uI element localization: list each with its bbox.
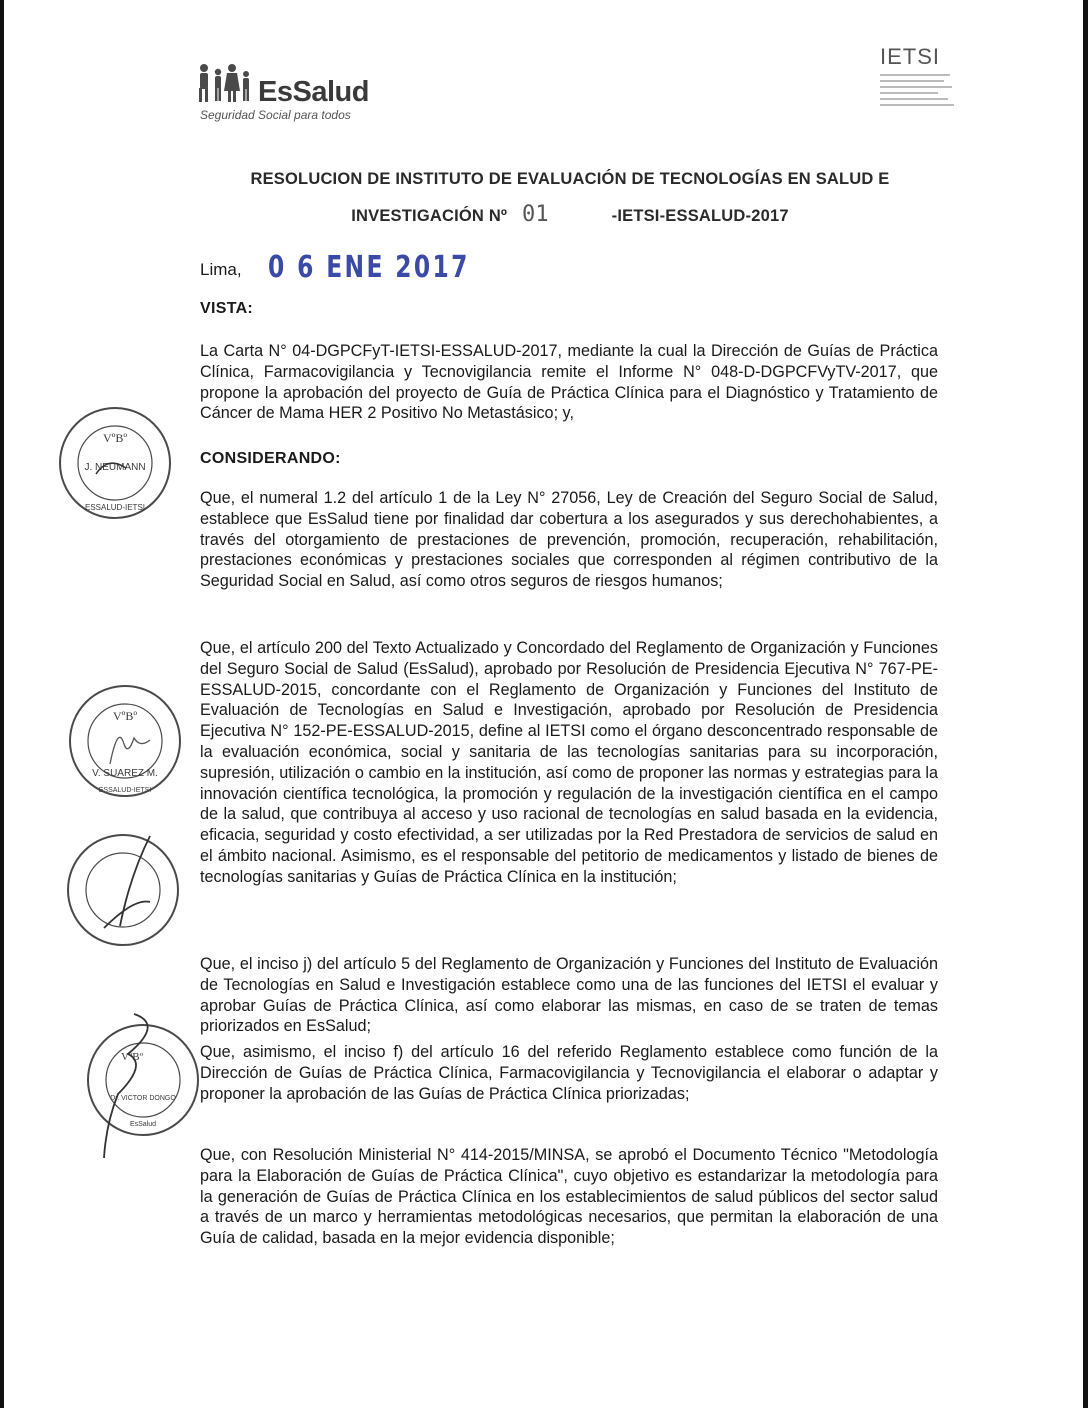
seal-vobo: VºBº <box>112 709 138 723</box>
paragraph-considerando-2: Que, el artículo 200 del Texto Actualizado y Concordado del Reglamento de Organización y Funciones del Seguro Social de Salud (EsSalud), aprobado por Resolución de Presidencia Ejecutiva N° 767-PE-ESSALUD-2015, concordante con el Reglamento de Organización y Funciones del Instituto de Evaluación de Tecnologías en Salud e Investigación, aprobado por Resolución de Presidencia Ejecutiva N° 152-PE-ESSALUD-2015, define al IETSI como el órgano desconcentrado responsable de la evaluación económica, social y sanitaria de las tecnologías sanitarias para su incorporación, supresión, utilización o cambio en la institución, así como de proponer las normas y estrategias para la innovación científica tecnológica, la promoción y regulación de la investigación científica en el campo de la salud, que contribuya al acceso y uso racional de tecnologías en salud basada en la evidencia, eficacia, seguridad y costo efectividad, a ser utilizadas por la Red Prestadora de servicios de salud en el ámbito nacional. Asimismo, es el responsable del petitorio de medicamentos y listado de bienes de tecnologías sanitarias y Guías de Práctica Clínica en la institución; <box>200 639 938 886</box>
seal-bottom: ESSALUD-IETSI <box>84 503 146 512</box>
ietsi-logo-name: IETSI <box>880 44 941 69</box>
paragraph-considerando-5: Que, con Resolución Ministerial N° 414-2015/MINSA, se aprobó el Documento Técnico "Metodología para la Elaboración de Guías de Práctica Clínica", cuyo objetivo es estandarizar la metodología para la generación de Guías de Práctica Clínica en los establecimientos de salud públicos del sector salud a través de un marco y herramientas metodológicas necesarios, que permitan la elaboración de una Guía de calidad, basada en la mejor evidencia disponible; <box>200 1146 938 1248</box>
paragraph-considerando-4: Que, asimismo, el inciso f) del artículo 16 del referido Reglamento establece como función de la Dirección de Guías de Práctica Clínica, Farmacovigilancia y Tecnovigilancia el elaborar o adaptar y proponer la aprobación de las Guías de Práctica Clínica priorizadas; <box>200 1043 938 1103</box>
seal-guias-practica-clinica <box>66 682 184 800</box>
family-icon <box>196 62 260 108</box>
paragraph-considerando-1: Que, el numeral 1.2 del artículo 1 de la Ley N° 27056, Ley de Creación del Seguro Social de Salud, establece que EsSalud tiene por finalidad dar cobertura a los asegurados y sus derechohabientes, a través del otorgamiento de prestaciones de prevención, promoción, recuperación, rehabilitación, prestaciones económicas y prestaciones sociales que corresponden al régimen contributivo de la Seguridad Social en Salud, así como otros seguros de riesgos humanos; <box>200 489 938 591</box>
scan-edge-left <box>0 0 4 1408</box>
title-suffix: -IETSI-ESSALUD-2017 <box>611 207 789 225</box>
date-stamp: 0 6 ENE 2017 <box>268 250 470 285</box>
seal-name: J. NEUMANN <box>84 462 146 473</box>
resolution-title-line2 <box>180 202 960 227</box>
seal-bottom: ESSALUD-IETSI <box>98 787 152 794</box>
essalud-logo <box>196 62 406 124</box>
seal-vobo: VºBº <box>120 1051 144 1063</box>
place-label: Lima, <box>200 260 242 279</box>
logo-tagline: Seguridad Social para todos <box>200 108 351 122</box>
resolution-number: 01 <box>521 202 549 227</box>
resolution-title-line1: RESOLUCION DE INSTITUTO DE EVALUACIÓN DE TECNOLOGÍAS EN SALUD E <box>250 170 890 188</box>
seal-subdireccion <box>64 828 182 958</box>
seal-name: Dr. VICTOR DONGO <box>110 1095 176 1102</box>
paragraph-considerando-3: Que, el inciso j) del artículo 5 del Reglamento de Organización y Funciones del Instituto de Evaluación de Tecnologías en Salud e Investigación establece como una de las funciones del IETSI el evaluar y aprobar Guías de Práctica Clínica, así como elaborar las mismas, en caso de se traten de temas priorizados en EsSalud; <box>200 955 938 1036</box>
ietsi-logo-lines <box>880 74 960 106</box>
heading-vista: VISTA: <box>200 300 254 317</box>
scan-edge-right <box>1083 0 1088 1408</box>
paragraph-vista: La Carta N° 04-DGPCFyT-IETSI-ESSALUD-2017, mediante la cual la Dirección de Guías de Práctica Clínica, Farmacovigilancia y Tecnovigilancia remite el Informe N° 048-D-DGPCFVyTV-2017, que propone la aprobación del proyecto de Guía de Práctica Clínica para el Diagnóstico y Tratamiento de Cáncer de Mama HER 2 Positivo No Metastásico; y, <box>200 342 938 423</box>
heading-considerando: CONSIDERANDO: <box>200 450 341 467</box>
title-prefix: INVESTIGACIÓN Nº <box>351 207 508 225</box>
logo-name: EsSalud <box>258 76 369 108</box>
seal-ietsi <box>82 1010 204 1160</box>
ietsi-logo <box>880 44 960 124</box>
seal-bottom: EsSalud <box>129 1121 157 1128</box>
seal-name: V. SUAREZ M. <box>92 768 158 779</box>
seal-asesoria-juridica <box>56 404 174 522</box>
seal-vobo: VºBº <box>102 431 128 445</box>
